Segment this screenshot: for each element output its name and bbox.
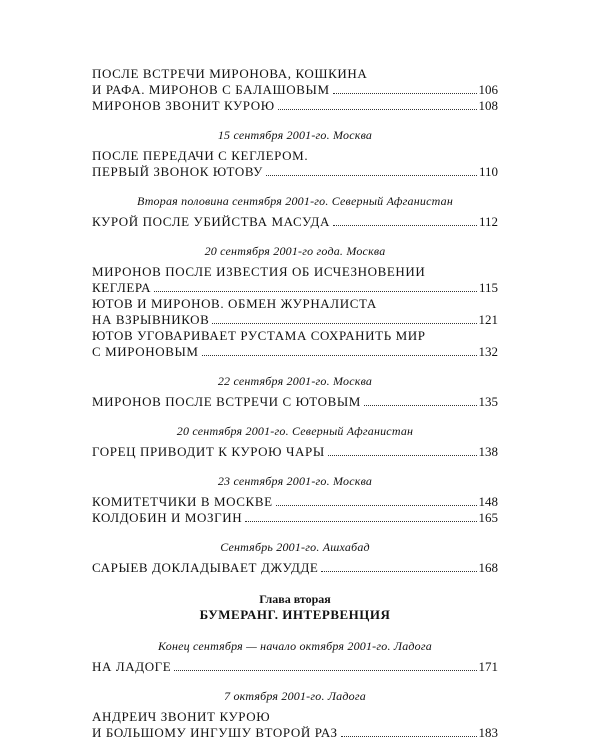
toc-entry-line [92,344,498,360]
section-dateline: 20 сентября 2001-го года. Москва [204,244,386,258]
page-number: 106 [478,82,498,97]
page-number: 115 [478,280,498,295]
toc-entry-line [92,312,498,328]
page-number: 138 [478,444,498,459]
toc-entry-text: МИРОНОВ ЗВОНИТ КУРОЮ [92,98,275,113]
page-number: 183 [478,725,498,740]
section-dateline: Вторая половина сентября 2001-го. Северный Афганистан [137,194,453,208]
page-number: 121 [478,312,498,327]
page-number: 148 [478,494,498,509]
page-number: 135 [478,394,498,409]
dot-leader [266,175,477,176]
page-number: 168 [478,560,498,575]
toc-entry-line: ПОСЛЕ ПЕРЕДАЧИ С КЕГЛЕРОМ. [92,148,309,163]
page-number: 171 [478,659,498,674]
toc-entry-text: НА ЛАДОГЕ [92,659,172,674]
section-dateline: Конец сентября — начало октября 2001-го. Ладога [158,639,432,653]
toc-entry-text: КОМИТЕТЧИКИ В МОСКВЕ [92,494,273,509]
toc-entry-line [92,725,498,741]
dot-leader [276,505,477,506]
toc-entry-line: ЮТОВ И МИРОНОВ. ОБМЕН ЖУРНАЛИСТА [92,296,377,311]
toc-entry-line [92,164,498,180]
page-number: 132 [478,344,498,359]
page-number: 110 [478,164,498,179]
toc-entry-text: ПЕРВЫЙ ЗВОНОК ЮТОВУ [92,164,263,179]
toc-entry-line [92,510,498,526]
toc-entry-line [92,214,498,230]
toc-entry-text: КУРОЙ ПОСЛЕ УБИЙСТВА МАСУДА [92,214,331,229]
toc-entry-line [92,394,498,410]
toc-entry-line: МИРОНОВ ПОСЛЕ ИЗВЕСТИЯ ОБ ИСЧЕЗНОВЕНИИ [92,264,426,279]
dot-leader [328,455,477,456]
toc-entry-text: ГОРЕЦ ПРИВОДИТ К КУРОЮ ЧАРЫ [92,444,325,459]
page-number: 165 [478,510,498,525]
toc-entry-text: И БОЛЬШОМУ ИНГУШУ ВТОРОЙ РАЗ [92,725,338,740]
dot-leader [174,670,476,671]
section-dateline: Сентябрь 2001-го. Ашхабад [220,540,370,554]
dot-leader [321,571,476,572]
dot-leader [245,521,476,522]
toc-entry-text: И РАФА. МИРОНОВ С БАЛАШОВЫМ [92,82,330,97]
dot-leader [212,323,476,324]
page-number: 108 [478,98,498,113]
dot-leader [341,736,477,737]
page-number: 112 [478,214,498,229]
toc-entry-text: КОЛДОБИН И МОЗГИН [92,510,243,525]
dot-leader [364,405,477,406]
toc-entry-line [92,494,498,510]
toc-entry-line [92,280,498,296]
chapter-title: БУМЕРАНГ. ИНТЕРВЕНЦИЯ [199,607,391,622]
toc-entry-line: АНДРЕИЧ ЗВОНИТ КУРОЮ [92,709,271,724]
dot-leader [154,291,477,292]
toc-entry-line [92,659,498,675]
dot-leader [333,93,477,94]
section-dateline: 7 октября 2001-го. Ладога [224,689,366,703]
toc-entry-line [92,560,498,576]
toc-entry-text: МИРОНОВ ПОСЛЕ ВСТРЕЧИ С ЮТОВЫМ [92,394,361,409]
section-dateline: 15 сентября 2001-го. Москва [217,128,373,142]
dot-leader [278,109,477,110]
section-dateline: 22 сентября 2001-го. Москва [217,374,373,388]
toc-entry-text: САРЫЕВ ДОКЛАДЫВАЕТ ДЖУДДЕ [92,560,319,575]
toc-entry-text: С МИРОНОВЫМ [92,344,199,359]
chapter-label: Глава вторая [259,592,331,606]
toc-entry-line: ПОСЛЕ ВСТРЕЧИ МИРОНОВА, КОШКИНА [92,66,368,81]
toc-entry-text: КЕГЛЕРА [92,280,152,295]
dot-leader [202,355,477,356]
section-dateline: 23 сентября 2001-го. Москва [217,474,373,488]
toc-entry-line: ЮТОВ УГОВАРИВАЕТ РУСТАМА СОХРАНИТЬ МИР [92,328,426,343]
table-of-contents [92,66,498,741]
section-dateline: 20 сентября 2001-го. Северный Афганистан [176,424,414,438]
toc-entry-line [92,98,498,114]
dot-leader [333,225,477,226]
toc-entry-line [92,82,498,98]
toc-entry-line [92,444,498,460]
toc-entry-text: НА ВЗРЫВНИКОВ [92,312,210,327]
